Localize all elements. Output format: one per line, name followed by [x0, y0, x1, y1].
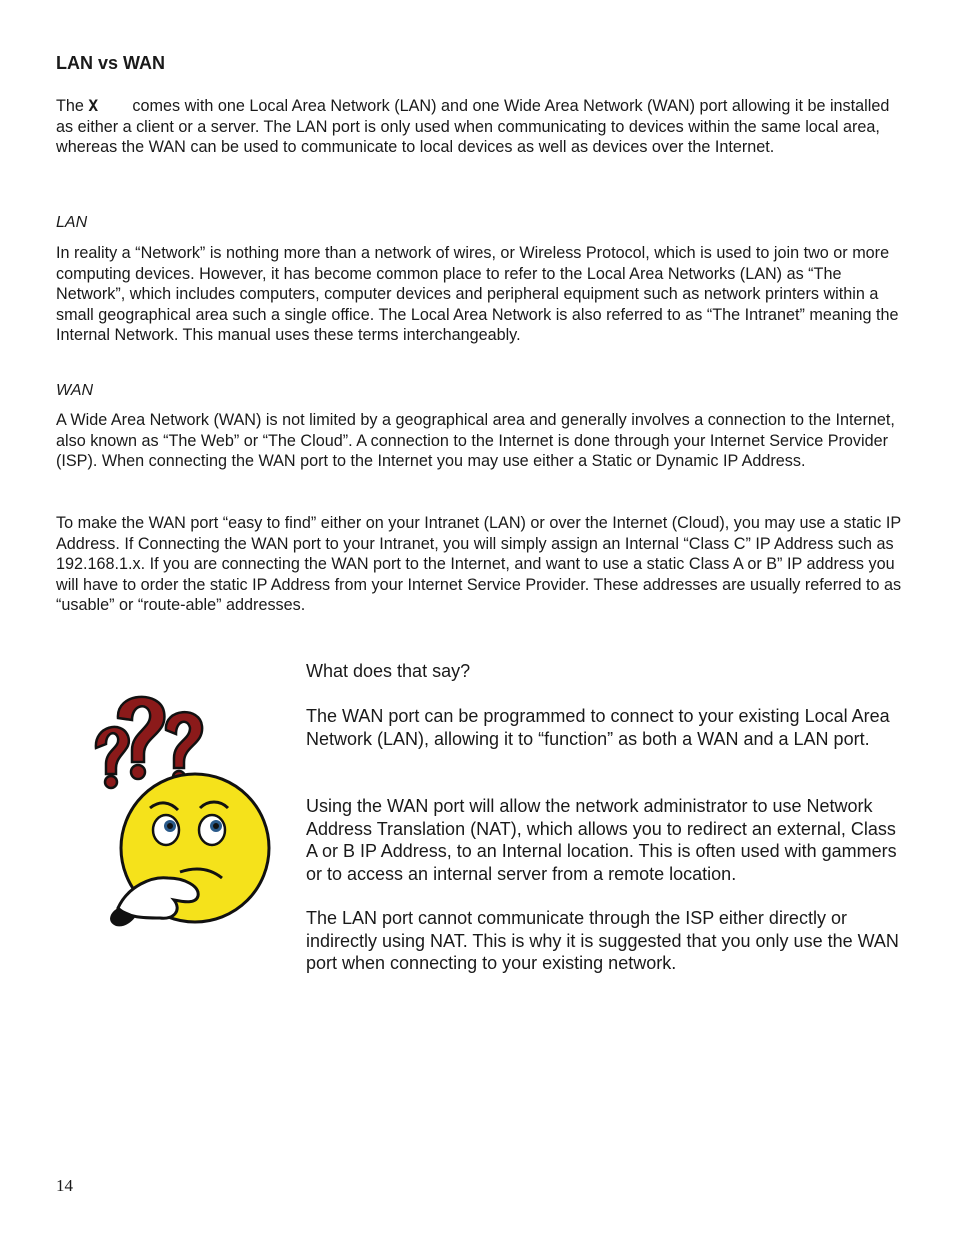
intro-lead: The — [56, 97, 84, 115]
aside-paragraph-3: The LAN port cannot communicate through the ISP either directly or indirectly using NAT. This is why it is suggested that you only use the WAN port when connecting to your existing network. — [306, 908, 899, 973]
aside-paragraph-1: The WAN port can be programmed to connect to your existing Local Area Network (LAN), allowing it to “function” as both a WAN and a LAN port. — [306, 706, 890, 749]
aside-question: What does that say? — [306, 661, 471, 681]
wan-paragraph-2: To make the WAN port “easy to find” either on your Intranet (LAN) or over the Internet (Cloud), you may use a static IP Address. If Connecting the WAN port to your Intranet, you will simply assign an Internal “Class C” IP Address such as 192.168.1.x. If you are connecting the WAN port to the Internet, and want to use a static Class A or B” IP address you will have to order the static IP Address from your Internet Service Provider. These addresses are usually referred to as “usable” or “route-able” addresses. — [56, 514, 902, 615]
lan-subheading: LAN — [56, 214, 88, 231]
page-number: 14 — [56, 1176, 73, 1195]
thinking-face-question-marks-icon — [88, 690, 278, 930]
wan-subheading: WAN — [56, 382, 94, 399]
aside-paragraph-2: Using the WAN port will allow the network administrator to use Network Address Translation (NAT), which allows you to redirect an external, Class A or B IP Address, to an Internal location. This is often used with gammers or to access an internal server from a remote location. — [306, 796, 897, 884]
lan-paragraph: In reality a “Network” is nothing more than a network of wires, or Wireless Protocol, which is used to join two or more computing devices. However, it has become common place to refer to the Local Area Networks (LAN) as “The Network”, which includes computers, computer devices and peripheral equipment such as network printers within a small geographical area such a single office. The Local Area Network is also referred to as “The Intranet” meaning the Internal Network. This manual uses these terms interchangeably. — [56, 244, 899, 345]
wan-paragraph-1: A Wide Area Network (WAN) is not limited by a geographical area and generally involves a connection to the Internet, also known as “The Web” or “The Cloud”. A connection to the Internet is done through your Internet Service Provider (ISP). When connecting the WAN port to the Internet you may use either a Static or Dynamic IP Address. — [56, 411, 895, 471]
product-glyph: X — [88, 96, 99, 115]
intro-rest: comes with one Local Area Network (LAN) and one Wide Area Network (WAN) port allowing it be installed as either a client or a server. The LAN port is only used when communicating to devices within the same local area, whereas the WAN can be used to communicate to local devices as well as devices over the Internet. — [56, 97, 890, 157]
intro-paragraph — [56, 96, 906, 158]
page-title: LAN vs WAN — [56, 53, 166, 73]
